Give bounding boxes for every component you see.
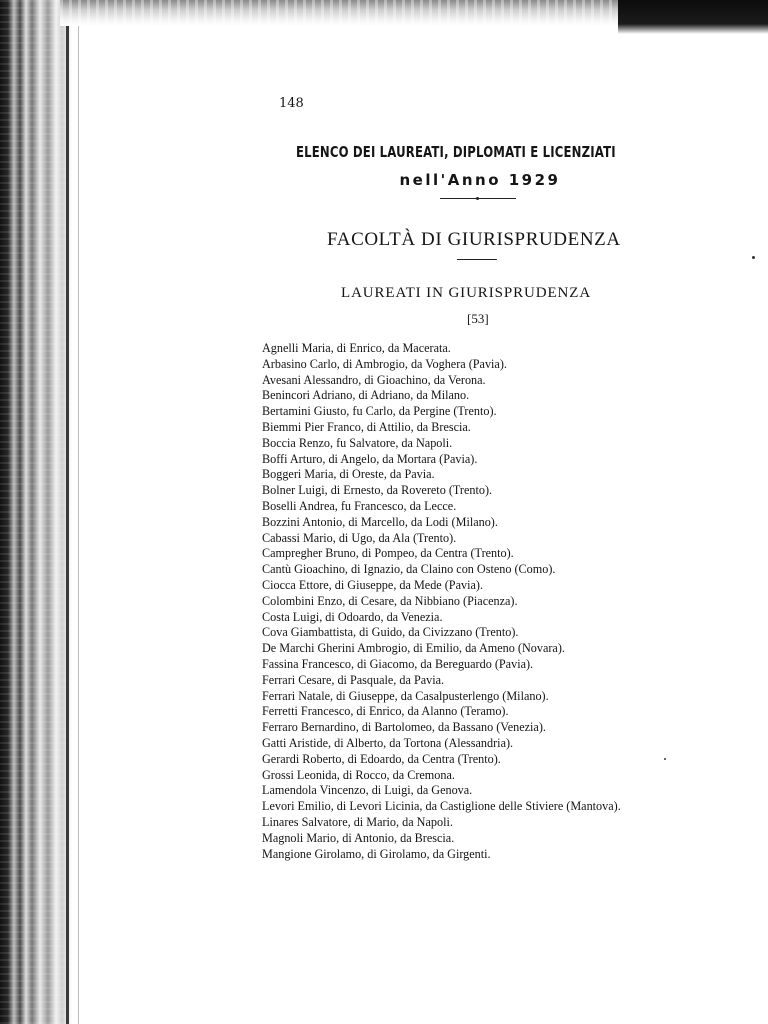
graduate-entry: Boselli Andrea, fu Francesco, da Lecce. bbox=[262, 498, 457, 513]
book-binding-edge bbox=[0, 0, 72, 1024]
document-title: ELENCO DEI LAUREATI, DIPLOMATI E LICENZIATI bbox=[296, 143, 616, 161]
graduate-entry: Boccia Renzo, fu Salvatore, da Napoli. bbox=[262, 435, 453, 450]
graduate-count: [53] bbox=[467, 311, 489, 326]
page-number: 148 bbox=[279, 96, 304, 111]
graduate-entry: Levori Emilio, di Levori Licinia, da Castiglione delle Stiviere (Mantova). bbox=[262, 799, 621, 814]
graduate-entry: Arbasino Carlo, di Ambrogio, da Voghera (Pavia). bbox=[262, 356, 507, 371]
graduate-entry: Cova Giambattista, di Guido, da Civizzano (Trento). bbox=[262, 625, 519, 640]
graduate-entry: Bolner Luigi, di Ernesto, da Rovereto (Trento). bbox=[262, 483, 493, 498]
document-subtitle: nell'Anno 1929 bbox=[399, 171, 561, 189]
graduate-entry: Magnoli Mario, di Antonio, da Brescia. bbox=[262, 830, 455, 845]
graduate-entry: Ferretti Francesco, di Enrico, da Alanno (Teramo). bbox=[262, 704, 509, 719]
graduate-entry: Benincori Adriano, di Adriano, da Milano. bbox=[262, 388, 470, 403]
graduate-entry: Campregher Bruno, di Pompeo, da Centra (Trento). bbox=[262, 546, 514, 561]
graduate-entry: De Marchi Gherini Ambrogio, di Emilio, da Ameno (Novara). bbox=[262, 641, 565, 656]
graduate-list bbox=[262, 341, 742, 862]
graduate-entry: Boffi Arturo, di Angelo, da Mortara (Pavia). bbox=[262, 451, 478, 466]
graduate-entry: Gatti Aristide, di Alberto, da Tortona (Alessandria). bbox=[262, 735, 514, 750]
graduate-entry: Linares Salvatore, di Mario, da Napoli. bbox=[262, 814, 453, 829]
graduate-entry: Ferrari Natale, di Giuseppe, da Casalpusterlengo (Milano). bbox=[262, 688, 549, 703]
graduate-entry: Cabassi Mario, di Ugo, da Ala (Trento). bbox=[262, 530, 457, 545]
graduate-entry: Cantù Gioachino, di Ignazio, da Claino con Osteno (Como). bbox=[262, 562, 556, 577]
binding-shadow-line bbox=[66, 0, 69, 1024]
graduate-entry: Bertamini Giusto, fu Carlo, da Pergine (Trento). bbox=[262, 404, 497, 419]
faculty-heading: FACOLTÀ DI GIURISPRUDENZA bbox=[327, 229, 621, 250]
graduate-entry: Ciocca Ettore, di Giuseppe, da Mede (Pavia). bbox=[262, 577, 483, 592]
graduate-entry: Boggeri Maria, di Oreste, da Pavia. bbox=[262, 467, 435, 482]
graduate-entry: Colombini Enzo, di Cesare, da Nibbiano (Piacenza). bbox=[262, 593, 518, 608]
graduate-entry: Costa Luigi, di Odoardo, da Venezia. bbox=[262, 609, 443, 624]
faculty-divider bbox=[457, 259, 497, 260]
title-divider bbox=[440, 198, 516, 199]
graduate-entry: Fassina Francesco, di Giacomo, da Bereguardo (Pavia). bbox=[262, 656, 534, 671]
graduate-entry: Gerardi Roberto, di Edoardo, da Centra (Trento). bbox=[262, 751, 501, 766]
page-margin-line bbox=[78, 0, 79, 1024]
graduate-entry: Grossi Leonida, di Rocco, da Cremona. bbox=[262, 767, 455, 782]
graduate-entry: Mangione Girolamo, di Girolamo, da Girgenti. bbox=[262, 846, 491, 861]
ink-speck bbox=[752, 256, 755, 259]
graduate-entry: Agnelli Maria, di Enrico, da Macerata. bbox=[262, 341, 451, 355]
graduate-entry: Lamendola Vincenzo, di Luigi, da Genova. bbox=[262, 783, 473, 798]
scan-top-corner-shadow bbox=[618, 0, 768, 34]
graduate-entry: Ferrari Cesare, di Pasquale, da Pavia. bbox=[262, 672, 445, 687]
ink-speck bbox=[664, 758, 666, 760]
graduate-entry: Ferraro Bernardino, di Bartolomeo, da Bassano (Venezia). bbox=[262, 720, 546, 735]
graduate-entry: Avesani Alessandro, di Gioachino, da Verona. bbox=[262, 372, 486, 387]
graduate-entry: Bozzini Antonio, di Marcello, da Lodi (Milano). bbox=[262, 514, 498, 529]
section-heading: LAUREATI IN GIURISPRUDENZA bbox=[341, 285, 592, 301]
graduate-entry: Biemmi Pier Franco, di Attilio, da Brescia. bbox=[262, 419, 471, 434]
